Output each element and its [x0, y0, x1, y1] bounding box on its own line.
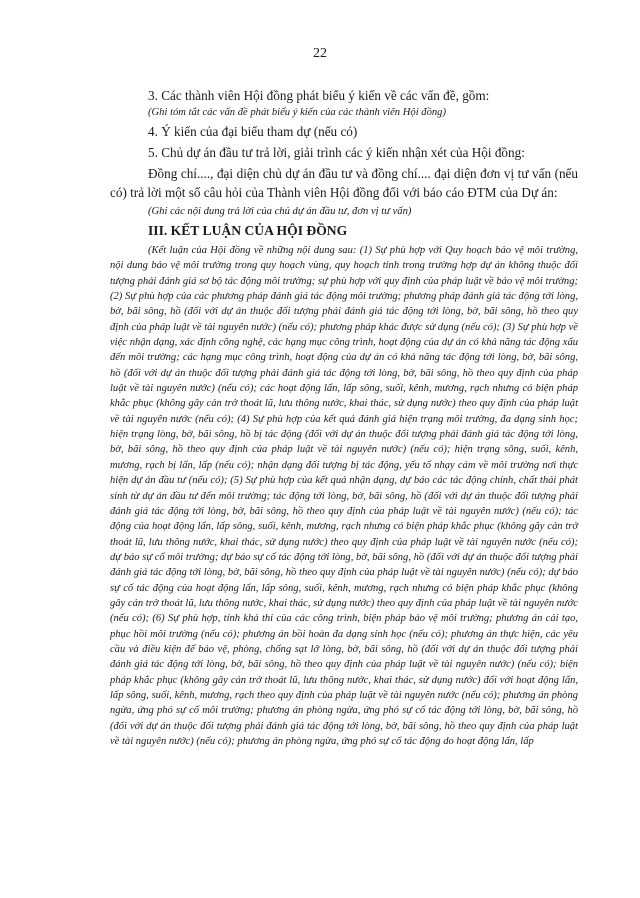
- item-3-heading: 3. Các thành viên Hội đồng phát biểu ý kiến về các vấn đề, gồm:: [148, 88, 490, 103]
- item-3-note: (Ghi tóm tắt các vấn đề phát biểu ý kiến của các thành viên Hội đồng): [148, 107, 447, 118]
- item-5-heading: 5. Chủ dự án đầu tư trả lời, giải trình các ý kiến nhận xét của Hội đồng:: [148, 145, 525, 160]
- item-4-heading: 4. Ý kiến của đại biểu tham dự (nếu có): [148, 124, 358, 139]
- section-heading: III. KẾT LUẬN CỦA HỘI ĐỒNG: [148, 223, 348, 238]
- item-5-note: (Ghi các nội dung trả lời của chủ dự án đầu tư, đơn vị tư vấn): [148, 206, 412, 217]
- conclusion-body: (Kết luận của Hội đồng về những nội dung sau: (1) Sự phù hợp với Quy hoạch bảo vệ môi trường, nội dung bảo vệ môi trường trong quy hoạch vùng, quy hoạch tỉnh trong trường hợp dự án không thuộc đối tượng phải đánh giá sơ bộ tác động môi trường; sự phù hợp với quy định của pháp luật về bảo vệ môi trường; (2) Sự phù hợp của các phương pháp đánh giá tác động môi trường; phương pháp đánh giá tác động tới lòng, bờ, bãi sông, hồ (đối với dự án thuộc đối tượng phải đánh giá tác động tới lòng, bờ, bãi sông, hồ theo quy định của pháp luật về tài nguyên nước) (nếu có); phương pháp khác được sử dụng (nếu có); (3) Sự phù hợp về việc nhận dạng, xác định công nghệ, các hạng mục công trình, hoạt động của dự án có khả năng tác động xấu đến môi trường; các hạng mục công trình, hoạt động của dự án có khả năng tác động tới lòng, bờ, bãi sông, hồ (đối với dự án thuộc đối tượng phải đánh giá tác động tới lòng, bờ, bãi sông, hồ theo quy định của pháp luật về tài nguyên nước) (nếu có); các hoạt động lấn, lấp sông, suối, kênh, mương, rạch nhưng có biện pháp khắc phục (không gây cản trở thoát lũ, lưu thông nước, khai thác, sử dụng nước) theo quy định của pháp luật về tài nguyên nước (nếu có); (4) Sự phù hợp của kết quả đánh giá hiện trạng môi trường, đa dạng sinh học; hiện trạng lòng, bờ, bãi sông, hồ bị tác động (đối với dự án thuộc đối tượng phải đánh giá tác động tới lòng, bờ, bãi sông, hồ theo quy định của pháp luật về tài nguyên nước) (nếu có); hiện trạng sông, suối, kênh, mương, rạch bị lấn, lấp (nếu có); nhận dạng đối tượng bị tác động, yếu tố nhạy cảm về môi trường nơi thực hiện dự án đầu tư (nếu có); (5) Sự phù hợp của kết quả nhận dạng, dự báo các tác động chính, chất thải phát sinh từ dự án đầu tư đến môi trường; tác động tới lòng, bờ, bãi sông, hồ (đối với dự án thuộc đối tượng phải đánh giá tác động tới lòng, bờ, bãi sông, hồ theo quy định của pháp luật về tài nguyên nước) (nếu có); tác động của hoạt động lấn, lấp sông, suối, kênh, mương, rạch nhưng có biện pháp khắc phục (không gây cản trở thoát lũ, lưu thông nước, khai thác, sử dụng nước) theo quy định của pháp luật về tài nguyên nước (nếu có); dự báo sự cố môi trường; dự báo sự cố tác động tới lòng, bờ, bãi sông, hồ (đối với dự án thuộc đối tượng phải đánh giá tác động tới lòng, bờ, bãi sông, hồ theo quy định của pháp luật về tài nguyên nước) (nếu có); dự báo sự cố tác động của hoạt động lấn, lấp sông, suối, kênh, mương, rạch nhưng có biện pháp khắc phục (không gây cản trở thoát lũ, lưu thông nước, khai thác, sử dụng nước) theo quy định của pháp luật về tài nguyên nước (nếu có); (6) Sự phù hợp, tính khả thi của các công trình, biện pháp bảo vệ môi trường; phương án cải tạo, phục hồi môi trường (nếu có); phương án bồi hoàn đa dạng sinh học (nếu có); phương án thực hiện, các yêu cầu và điều kiện để bảo vệ, phòng, chống sạt lở lòng, bờ, bãi sông, hồ (đối với dự án thuộc đối tượng phải đánh giá tác động tới lòng, bờ, bãi sông, hồ theo quy định của pháp luật về tài nguyên nước) (nếu có); biện pháp khắc phục (không gây cản trở thoát lũ, lưu thông nước, khai thác, sử dụng nước) đối với hoạt động lấn, lấp sông, suối, kênh, mương, rạch theo quy định của pháp luật về tài nguyên nước (nếu có); phương án phòng ngừa, ứng phó sự cố môi trường; phương án phòng ngừa, ứng phó sự cố tác động tới lòng, bờ, bãi sông, hồ (đối với dự án thuộc đối tượng phải đánh giá tác động tới lòng, bờ, bãi sông, hồ theo quy định của pháp luật về tài nguyên nước) (nếu có); phương án phòng ngừa, ứng phó sự cố tác động do hoạt động lấn, lấp: [110, 245, 578, 747]
- page-content: [110, 86, 578, 749]
- page-number: 22: [313, 46, 327, 61]
- item-5-detail: Đồng chí...., đại diện chủ dự án đầu tư và đồng chí.... đại diện đơn vị tư vấn (nếu có) trả lời một số câu hỏi của Thành viên Hội đồng đối với báo cáo ĐTM của Dự án:: [110, 166, 578, 200]
